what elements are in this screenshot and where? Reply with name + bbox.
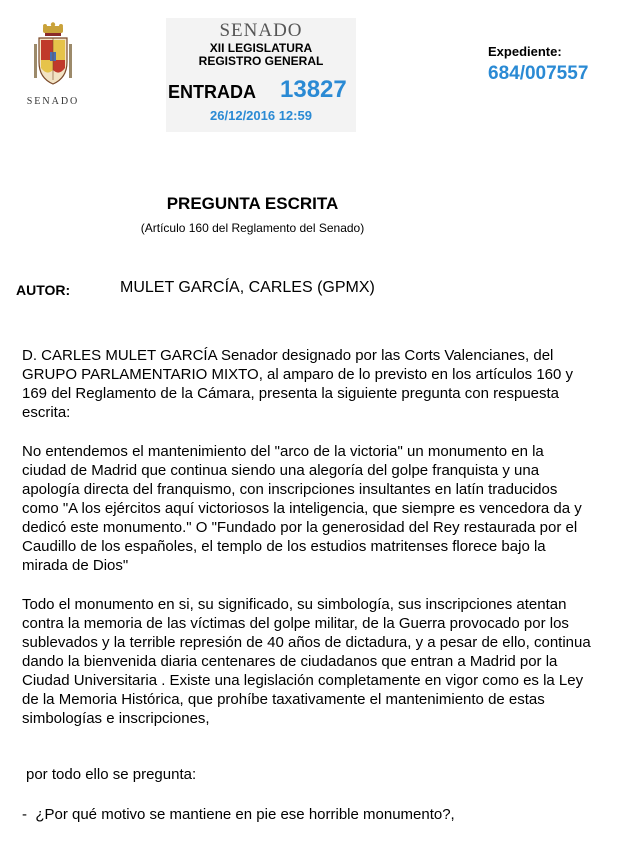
stamp-legislatura: XII LEGISLATURA <box>209 41 313 55</box>
paragraph-line: simbologías e inscripciones, <box>22 710 210 727</box>
paragraph-line: escrita: <box>22 404 71 421</box>
autor-label: AUTOR: <box>16 282 71 298</box>
paragraph-line: Ciudad Universitaria . Existe una legislación completamente en vigor como es la Ley <box>22 672 584 689</box>
paragraph-intro <box>22 346 634 422</box>
paragraph-line: apología directa del franquismo, con inscripciones insultantes en latín traducidos <box>22 481 558 498</box>
coat-of-arms-icon <box>31 22 75 88</box>
expediente-number: 684/007557 <box>488 63 589 84</box>
paragraph-line: Todo el monumento en si, su significado, su simbología, sus inscripciones atentan <box>22 596 567 613</box>
paragraph-argument <box>22 442 634 575</box>
paragraph-context <box>22 595 634 728</box>
senado-logo <box>14 22 92 107</box>
question-intro: por todo ello se pregunta: <box>26 766 197 783</box>
paragraph-line: como "A los ejércitos aquí victoriosos la inteligencia, que siempre es vencedora da y <box>22 500 582 517</box>
paragraph-line: ciudad de Madrid que continua siendo una alegoría del golpe franquista y una <box>22 462 540 479</box>
registry-stamp <box>166 18 356 132</box>
paragraph-line: dedicó este monumento." O "Fundado por la generosidad del Rey restaurada por el <box>22 519 578 536</box>
stamp-senado: SENADO <box>219 20 303 41</box>
stamp-entrada-label: ENTRADA <box>168 82 256 102</box>
paragraph-line: mirada de Dios" <box>22 557 129 574</box>
paragraph-line: contra la memoria de las víctimas del golpe militar, de la Guerra provocado por los <box>22 615 569 632</box>
paragraph-line: No entendemos el mantenimiento del "arco de la victoria" un monumento en la <box>22 443 544 460</box>
paragraph-line: D. CARLES MULET GARCÍA Senador designado por las Corts Valencianes, del <box>22 347 554 364</box>
paragraph-line: Caudillo de los españoles, el templo de los estudios matritenses florece bajo la <box>22 538 546 555</box>
paragraph-line: 169 del Reglamento de la Cámara, presenta la siguiente pregunta con respuesta <box>22 385 560 402</box>
expediente-label: Expediente: <box>488 44 562 59</box>
paragraph-line: sublevados y la terrible represión de 40 años de dictadura, y a pesar de ello, continua <box>22 634 591 651</box>
logo-text: SENADO <box>26 96 80 107</box>
stamp-entrada-number: 13827 <box>280 76 347 103</box>
paragraph-line: de la Memoria Histórica, que prohíbe taxativamente el mantenimiento de estas <box>22 691 545 708</box>
document-title: PREGUNTA ESCRITA <box>166 194 339 213</box>
document-subtitle: (Artículo 160 del Reglamento del Senado) <box>140 221 365 235</box>
paragraph-line: GRUPO PARLAMENTARIO MIXTO, al amparo de lo previsto en los artículos 160 y <box>22 366 574 383</box>
autor-name: MULET GARCÍA, CARLES (GPMX) <box>120 279 375 296</box>
stamp-datetime: 26/12/2016 12:59 <box>210 108 312 123</box>
paragraph-line: dando la bienvenida diaria centenares de ciudadanos que entran a Madrid por la <box>22 653 558 670</box>
question-text: - ¿Por qué motivo se mantiene en pie ese horrible monumento?, <box>22 806 455 823</box>
stamp-registro: REGISTRO GENERAL <box>198 54 324 68</box>
